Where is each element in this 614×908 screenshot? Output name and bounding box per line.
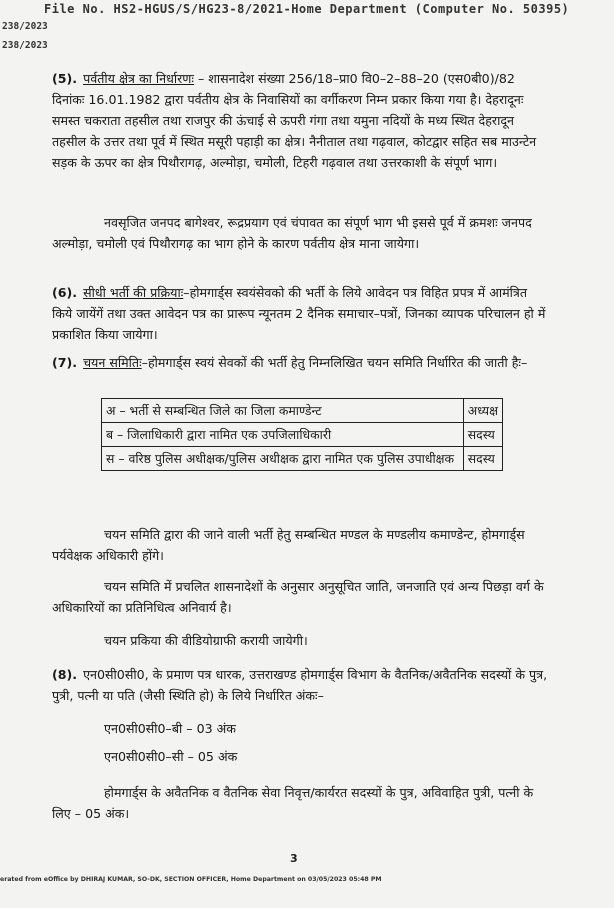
table-row bbox=[102, 423, 503, 447]
section-7-number: (7). bbox=[52, 355, 78, 370]
page-number: 3 bbox=[290, 852, 298, 865]
ncc-c-marks bbox=[52, 746, 548, 767]
ncc-b-marks bbox=[52, 718, 548, 739]
section-7-para-after-1 bbox=[52, 524, 548, 566]
section-8-last-para-text: होमगार्ड्स के अवैतनिक व वैतनिक सेवा निवृत्त/कार्यरत सदस्यों के पुत्र, अविवाहित पुत्री, पत्नी के लिए – 05 अंक। bbox=[52, 785, 534, 821]
section-8-number: (8). bbox=[52, 667, 78, 682]
section-8 bbox=[52, 664, 548, 706]
ncc-c-marks-text: एन0सी0सी0–सी – 05 अंक bbox=[104, 749, 238, 764]
section-6-heading: सीधी भर्ती की प्रक्रियाः bbox=[83, 285, 184, 300]
file-number-header: File No. HS2-HGUS/S/HG23-8/2021-Home Department (Computer No. 50395) bbox=[44, 2, 570, 16]
section-5 bbox=[52, 68, 548, 173]
section-5-text: – शासनादेश संख्या 256/18–प्रा0 वि0–2–88–20 (एस0बी0)/82 दिनांकः 16.01.1982 द्वारा पर्वतीय क्षेत्र के निवासियों का वर्गीकरण निम्न प्रकार किया गया है। देहरादूनः समस्त चकराता तहसील तथा राजपुर की ऊंचाई से ऊपरी गंगा तथा यमुना नदियों के मध्य स्थित देहरादून तहसील के उत्तर तथा पूर्व में स्थित मसूरी पहाड़ी का क्षेत्र। नैनीताल तथा गढ़वाल, कोटद्वार सहित सब माउन्टेन सड़क के ऊपर का क्षेत्र पिथौरागढ़, अल्मोड़ा, चमोली, टिहरी गढ़वाल तथा उत्तरकाशी के संपूर्ण भाग। bbox=[52, 71, 537, 170]
committee-role: सदस्य bbox=[463, 447, 502, 471]
section-6-text: –होमगार्ड्स स्वयंसेवको की भर्ती के लिये आवेदन पत्र विहित प्रपत्र में आमंत्रित किये जायेंगें तथा उक्त आवेदन पत्र का प्रारूप न्यूनतम 2 दैनिक समाचार–पत्रों, जिनका व्यापक परिचालन हो में प्रकाशित किया जायेगा। bbox=[52, 285, 546, 342]
committee-member: स – वरिष्ठ पुलिस अधीक्षक/पुलिस अधीक्षक द्वारा नामित एक पुलिस उपाधीक्षक bbox=[102, 447, 464, 471]
committee-role: सदस्य bbox=[463, 423, 502, 447]
section-6 bbox=[52, 282, 548, 345]
committee-role: अध्यक्ष bbox=[463, 399, 502, 423]
section-6-number: (6). bbox=[52, 285, 78, 300]
ncc-b-marks-text: एन0सी0सी0–बी – 03 अंक bbox=[104, 721, 236, 736]
table-row bbox=[102, 447, 503, 471]
section-5-para2-text: नवसृजित जनपद बागेश्वर, रूद्रप्रयाग एवं चंपावत का संपूर्ण भाग भी इससे पूर्व में क्रमशः जनपद अल्मोड़ा, चमोली एवं पिथौरागढ़ का भाग होने के कारण पर्वतीय क्षेत्र माना जायेगा। bbox=[52, 215, 532, 251]
section-7-para-after-1-text: चयन समिति द्वारा की जाने वाली भर्ती हेतु सम्बन्धित मण्डल के मण्डलीय कमाण्डेन्ट, होमगार्ड्स पर्यवेक्षक अधिकारी होंगे। bbox=[52, 527, 525, 563]
section-7-para-after-2 bbox=[52, 576, 548, 618]
section-7 bbox=[52, 352, 548, 373]
committee-member: अ – भर्ती से सम्बन्धित जिले का जिला कमाण्डेन्ट bbox=[102, 399, 464, 423]
section-8-last-para bbox=[52, 782, 548, 824]
section-5-paragraph bbox=[52, 68, 548, 173]
committee-member: ब – जिलाधिकारी द्वारा नामित एक उपजिलाधिकारी bbox=[102, 423, 464, 447]
section-7-text: –होमगार्ड्स स्वयं सेवकों की भर्ती हेतु निम्नलिखित चयन समिति निर्धारित की जाती हैः– bbox=[141, 355, 528, 370]
eoffice-footer: erated from eOffice by DHIRAJ KUMAR, SO-DK, SECTION OFFICER, Home Department on 03/05/2023 05:48 PM bbox=[0, 876, 382, 883]
section-7-para-after-2-text: चयन समिति में प्रचलित शासनादेशों के अनुसार अनुसूचित जाति, जनजाति एवं अन्य पिछड़ा वर्ग के अधिकारियों का प्रतिनिधित्व अनिवार्य है। bbox=[52, 579, 544, 615]
section-5-para2 bbox=[52, 212, 548, 254]
section-5-heading: पर्वतीय क्षेत्र का निर्धारणः bbox=[83, 71, 194, 86]
section-7-para-after-3 bbox=[52, 630, 548, 651]
selection-committee-table bbox=[101, 398, 503, 471]
receipt-code-1: 238/2023 bbox=[2, 21, 48, 32]
table-row bbox=[102, 399, 503, 423]
section-7-para-after-3-text: चयन प्रकिया की वीडियोग्राफी करायी जायेगी। bbox=[104, 633, 308, 648]
receipt-code-2: 238/2023 bbox=[2, 40, 48, 51]
section-5-number: (5). bbox=[52, 71, 78, 86]
section-7-heading: चयन समितिः bbox=[83, 355, 142, 370]
section-8-text: एन0सी0सी0, के प्रमाण पत्र धारक, उत्तराखण्ड होमगार्ड्स विभाग के वैतनिक/अवैतनिक सदस्यों के पुत्र, पुत्री, पत्नी या पति (जैसी स्थिति हो) के लिये निर्धारित अंकः– bbox=[52, 667, 548, 703]
